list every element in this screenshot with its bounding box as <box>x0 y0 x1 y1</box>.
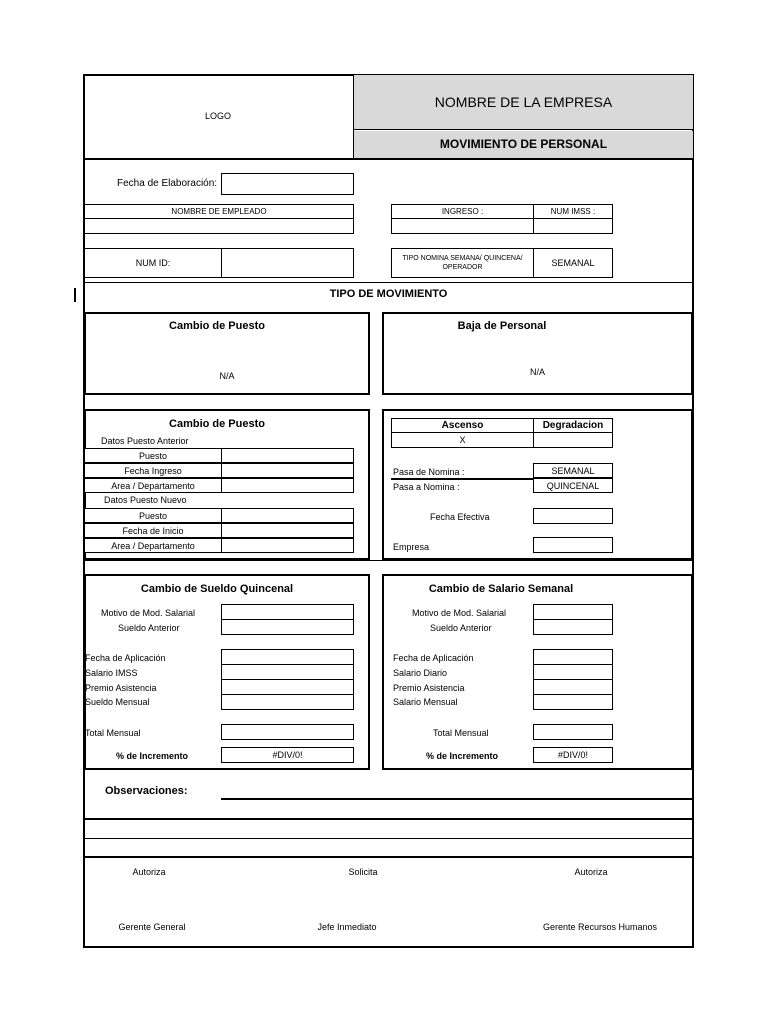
anterior-row-label <box>84 478 222 493</box>
degradacion-header <box>533 418 613 433</box>
motivo-label: Motivo de Mod. Salarial <box>101 608 196 618</box>
ascenso-header <box>391 418 534 433</box>
pasa-a-nomina-value[interactable] <box>533 478 613 493</box>
anterior-row-field[interactable] <box>221 478 354 493</box>
fecha-efectiva-label: Fecha Efectiva <box>430 512 490 522</box>
anterior-row-label <box>84 448 222 463</box>
tipo-nomina-label <box>391 248 534 278</box>
sueldo-mensual-field[interactable] <box>221 694 354 710</box>
nuevo-row-text: Fecha de Inicio <box>122 525 184 536</box>
autoriza-label: Autoriza <box>132 867 166 877</box>
num-imss-field[interactable] <box>533 218 613 234</box>
motivo-field[interactable] <box>533 604 613 620</box>
degradacion-header-text: Degradacion <box>542 420 604 431</box>
salario-diario-field[interactable] <box>533 664 613 680</box>
pasa-a-value-text: QUINCENAL <box>546 480 600 491</box>
tipo-nomina-value-text: SEMANAL <box>551 258 595 268</box>
solicita-label: Solicita <box>348 867 378 877</box>
ascenso-value-text: X <box>459 435 466 445</box>
num-imss-label <box>533 204 613 219</box>
anterior-row-text: Fecha Ingreso <box>124 465 182 476</box>
sueldo-anterior-label: Sueldo Anterior <box>430 623 492 633</box>
ascenso-value[interactable] <box>391 432 534 448</box>
fecha-elaboracion-label: Fecha de Elaboración: <box>117 178 218 189</box>
premio-asistencia-field[interactable] <box>221 679 354 695</box>
nuevo-row-text: Area / Departamento <box>111 540 195 551</box>
nuevo-row-field[interactable] <box>221 538 354 553</box>
nombre-empleado-label <box>84 204 354 219</box>
motivo-field[interactable] <box>221 604 354 620</box>
incremento-label: % de Incremento <box>426 751 499 761</box>
logo-placeholder: LOGO <box>205 111 232 121</box>
company-name: NOMBRE DE LA EMPRESA <box>434 94 613 110</box>
gerente-rh-label: Gerente Recursos Humanos <box>542 922 658 932</box>
num-imss-text: NUM IMSS : <box>550 207 596 216</box>
salario-imss-label: Salario IMSS <box>85 668 138 678</box>
motivo-label: Motivo de Mod. Salarial <box>412 608 507 618</box>
cambio-puesto-detalle-title: Cambio de Puesto <box>169 418 265 430</box>
total-mensual-field[interactable] <box>533 724 613 740</box>
incremento-value[interactable] <box>221 747 354 763</box>
datos-nuevo-label: Datos Puesto Nuevo <box>104 495 187 505</box>
datos-anterior-label: Datos Puesto Anterior <box>101 436 189 446</box>
sueldo-anterior-field[interactable] <box>533 619 613 635</box>
nuevo-row-label <box>84 523 222 538</box>
ingreso-text: INGRESO : <box>441 207 484 216</box>
nuevo-row-label <box>84 538 222 553</box>
cambio-puesto-simple-title: Cambio de Puesto <box>169 320 265 332</box>
jefe-inmediato-label: Jefe Inmediato <box>317 922 377 932</box>
total-mensual-field[interactable] <box>221 724 354 740</box>
nombre-empleado-field[interactable] <box>84 218 354 234</box>
incremento-value[interactable] <box>533 747 613 763</box>
incremento-value-text: #DIV/0! <box>557 750 588 760</box>
total-mensual-label: Total Mensual <box>85 728 141 738</box>
baja-personal-title: Baja de Personal <box>457 320 547 332</box>
fecha-aplicacion-label: Fecha de Aplicación <box>393 653 474 663</box>
nuevo-row-text: Puesto <box>138 510 168 521</box>
observaciones-row-line[interactable] <box>84 838 693 839</box>
cursor-marker <box>74 288 76 302</box>
salario-imss-field[interactable] <box>221 664 354 680</box>
header-bottom-line <box>84 158 693 160</box>
observaciones-line[interactable] <box>221 798 693 800</box>
ingreso-field[interactable] <box>391 218 534 234</box>
premio-asistencia-field[interactable] <box>533 679 613 695</box>
observaciones-label: Observaciones: <box>105 785 188 797</box>
ingreso-label <box>391 204 534 219</box>
pasa-de-nomina-label: Pasa de Nomina : <box>393 467 465 477</box>
tipo-movimiento-top-line <box>84 282 693 283</box>
total-mensual-label: Total Mensual <box>433 728 489 738</box>
baja-personal-value: N/A <box>529 367 545 377</box>
pasa-de-nomina-value[interactable] <box>533 463 613 478</box>
fecha-aplicacion-field[interactable] <box>221 649 354 665</box>
num-id-field[interactable] <box>221 248 354 278</box>
empresa-field[interactable] <box>533 537 613 553</box>
sueldo-quincenal-title: Cambio de Sueldo Quincenal <box>140 583 294 595</box>
tipo-nomina-text: TIPO NOMINA SEMANA/ QUINCENA/ OPERADOR <box>402 255 523 271</box>
num-id-text: NUM ID: <box>135 258 171 268</box>
salario-semanal-title: Cambio de Salario Semanal <box>428 583 574 595</box>
sueldo-anterior-field[interactable] <box>221 619 354 635</box>
tipo-movimiento-title: TIPO DE MOVIMIENTO <box>329 288 448 300</box>
firmas-top-line <box>84 856 693 858</box>
pasa-a-nomina-label: Pasa a Nomina : <box>393 482 460 492</box>
observaciones-row-line[interactable] <box>84 818 693 820</box>
fecha-elaboracion-field[interactable] <box>221 173 354 195</box>
nombre-empleado-text: NOMBRE DE EMPLEADO <box>171 207 267 216</box>
sueldo-anterior-label: Sueldo Anterior <box>118 623 180 633</box>
pasa-de-value-text: SEMANAL <box>551 465 595 476</box>
nuevo-row-field[interactable] <box>221 508 354 523</box>
form-title: MOVIMIENTO DE PERSONAL <box>439 137 608 151</box>
autoriza-label: Autoriza <box>574 867 608 877</box>
premio-asistencia-label: Premio Asistencia <box>393 683 465 693</box>
anterior-row-label <box>84 463 222 478</box>
fecha-aplicacion-field[interactable] <box>533 649 613 665</box>
empresa-label: Empresa <box>393 542 430 552</box>
incremento-value-text: #DIV/0! <box>272 750 303 760</box>
incremento-label: % de Incremento <box>116 751 189 761</box>
sueldo-section-top-line <box>84 560 693 561</box>
anterior-row-field[interactable] <box>221 463 354 478</box>
salario-diario-label: Salario Diario <box>393 668 448 678</box>
ascenso-header-text: Ascenso <box>441 420 484 431</box>
degradacion-value[interactable] <box>533 432 613 448</box>
gerente-general-label: Gerente General <box>118 922 186 932</box>
cambio-puesto-simple-value: N/A <box>219 371 235 381</box>
anterior-row-text: Area / Departamento <box>111 480 195 491</box>
anterior-row-field[interactable] <box>221 448 354 463</box>
premio-asistencia-label: Premio Asistencia <box>85 683 157 693</box>
fecha-efectiva-field[interactable] <box>533 508 613 524</box>
anterior-row-text: Puesto <box>138 450 168 461</box>
salario-mensual-label: Salario Mensual <box>393 697 458 707</box>
fecha-aplicacion-label: Fecha de Aplicación <box>85 653 166 663</box>
salario-mensual-field[interactable] <box>533 694 613 710</box>
tipo-nomina-value[interactable] <box>533 248 613 278</box>
nuevo-row-field[interactable] <box>221 523 354 538</box>
pasa-de-underline <box>391 478 533 480</box>
sueldo-mensual-label: Sueldo Mensual <box>85 697 150 707</box>
nuevo-row-label <box>84 508 222 523</box>
num-id-label <box>84 248 222 278</box>
